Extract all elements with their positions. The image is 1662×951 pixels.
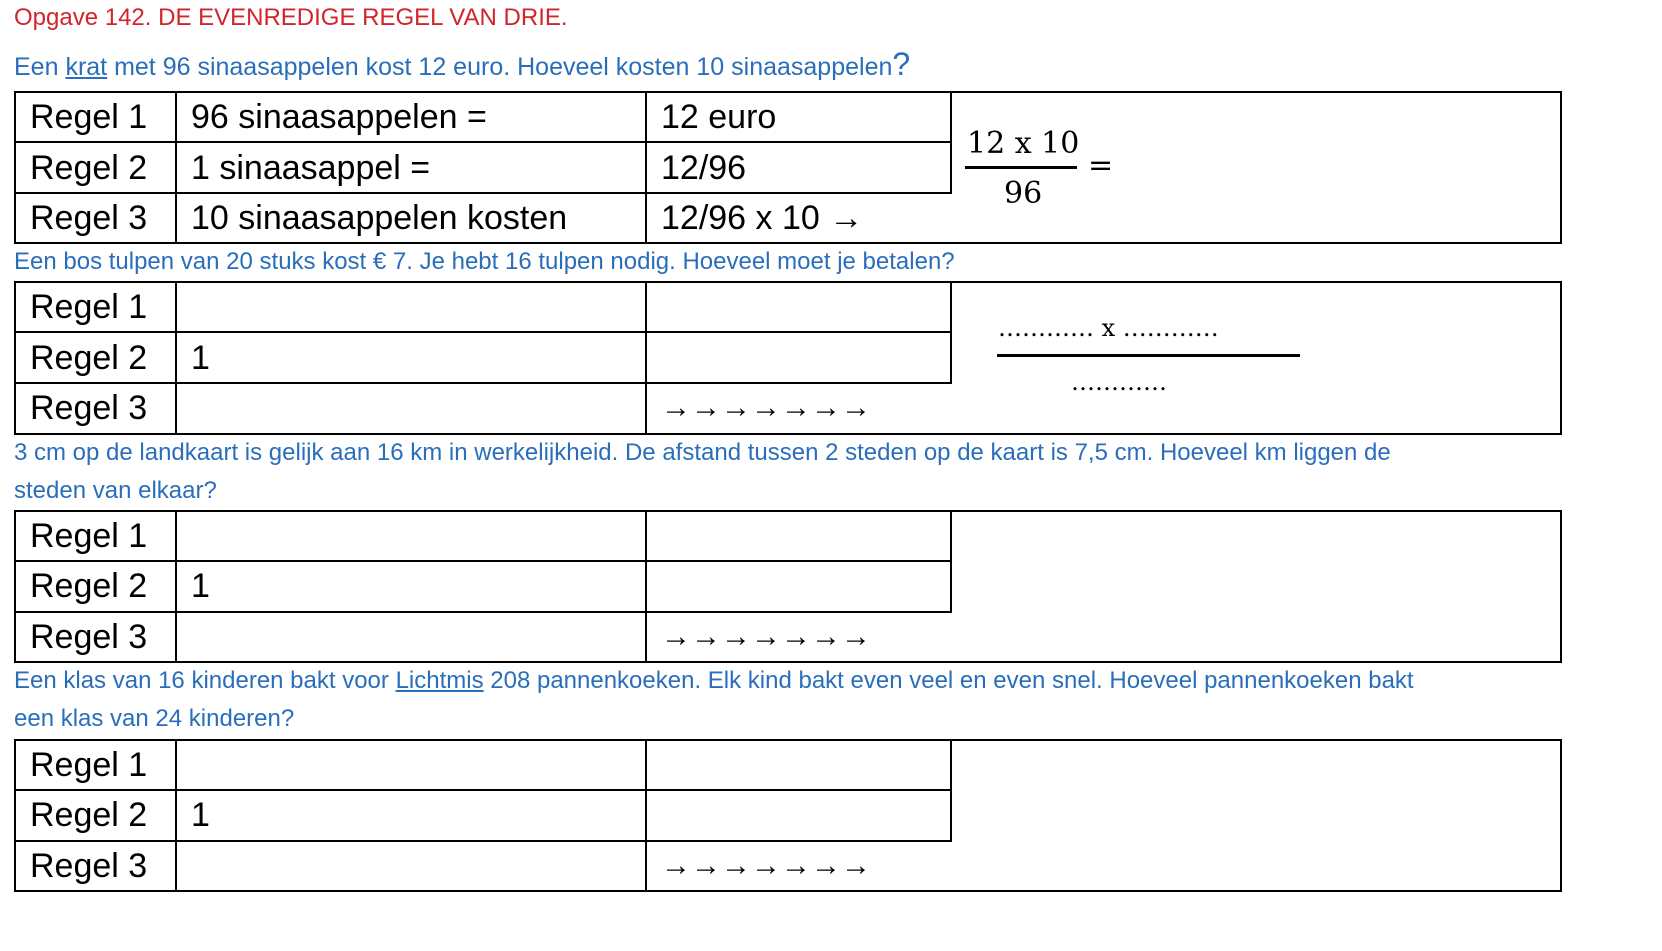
table-cell: 1 xyxy=(191,796,210,834)
table-cell: 1 sinaasappel = xyxy=(191,149,431,187)
table-row-label: Regel 2 xyxy=(30,149,148,187)
fraction-numerator-blank: ………… x ………… xyxy=(998,314,1219,342)
question-1: Een krat met 96 sinaasappelen kost 12 euro. Hoeveel kosten 10 sinaasappelen? xyxy=(14,46,911,82)
arrow-chain: →→→→→→→ xyxy=(661,620,871,653)
page-title: Opgave 142. DE EVENREDIGE REGEL VAN DRIE. xyxy=(14,4,568,31)
krat-link[interactable]: krat xyxy=(65,53,108,81)
table-row-label: Regel 1 xyxy=(30,517,148,555)
table-divider xyxy=(14,789,952,791)
table-divider xyxy=(14,560,952,562)
table-row-label: Regel 3 xyxy=(30,389,148,427)
equals-sign: = xyxy=(1088,148,1114,183)
question-3-line-1: 3 cm op de landkaart is gelijk aan 16 km in werkelijkheid. De afstand tussen 2 steden op de kaart is 7,5 cm. Hoeveel km liggen de xyxy=(14,439,1391,466)
question-4-line-2: een klas van 24 kinderen? xyxy=(14,705,295,732)
lichtmis-link[interactable]: Lichtmis xyxy=(395,667,484,694)
table-cell: 96 sinaasappelen = xyxy=(191,98,487,136)
arrow-chain: →→→→→→→ xyxy=(661,849,871,882)
question-3-line-2: steden van elkaar? xyxy=(14,477,217,504)
table-row-label: Regel 3 xyxy=(30,847,148,885)
table-cell: 12 euro xyxy=(661,98,777,136)
fraction-numerator: 12 x 10 xyxy=(967,126,1080,161)
table-row-label: Regel 2 xyxy=(30,567,148,605)
fraction-denominator-blank: ………… xyxy=(1071,368,1167,396)
table-divider xyxy=(14,331,952,333)
table-row-label: Regel 1 xyxy=(30,98,148,136)
question-2: Een bos tulpen van 20 stuks kost € 7. Je hebt 16 tulpen nodig. Hoeveel moet je betalen? xyxy=(14,248,955,275)
fraction-bar xyxy=(997,354,1300,357)
table-row-label: Regel 2 xyxy=(30,796,148,834)
fraction-bar xyxy=(965,166,1077,169)
table-cell: 1 xyxy=(191,339,210,377)
table-row-label: Regel 1 xyxy=(30,746,148,784)
table-cell: 1 xyxy=(191,567,210,605)
table-cell: 10 sinaasappelen kosten xyxy=(191,199,568,237)
fraction-denominator: 96 xyxy=(1004,176,1043,211)
table-row-label: Regel 2 xyxy=(30,339,148,377)
table-cell: 12/96 x 10 → xyxy=(661,199,864,237)
arrow-chain: →→→→→→→ xyxy=(661,391,871,424)
table-row-label: Regel 3 xyxy=(30,618,148,656)
table-row-label: Regel 1 xyxy=(30,288,148,326)
table-row-label: Regel 3 xyxy=(30,199,148,237)
table-cell: 12/96 xyxy=(661,149,747,187)
question-4-line-1: Een klas van 16 kinderen bakt voor Lichtmis 208 pannenkoeken. Elk kind bakt even veel en even snel. Hoeveel pannenkoeken bakt xyxy=(14,667,1414,694)
